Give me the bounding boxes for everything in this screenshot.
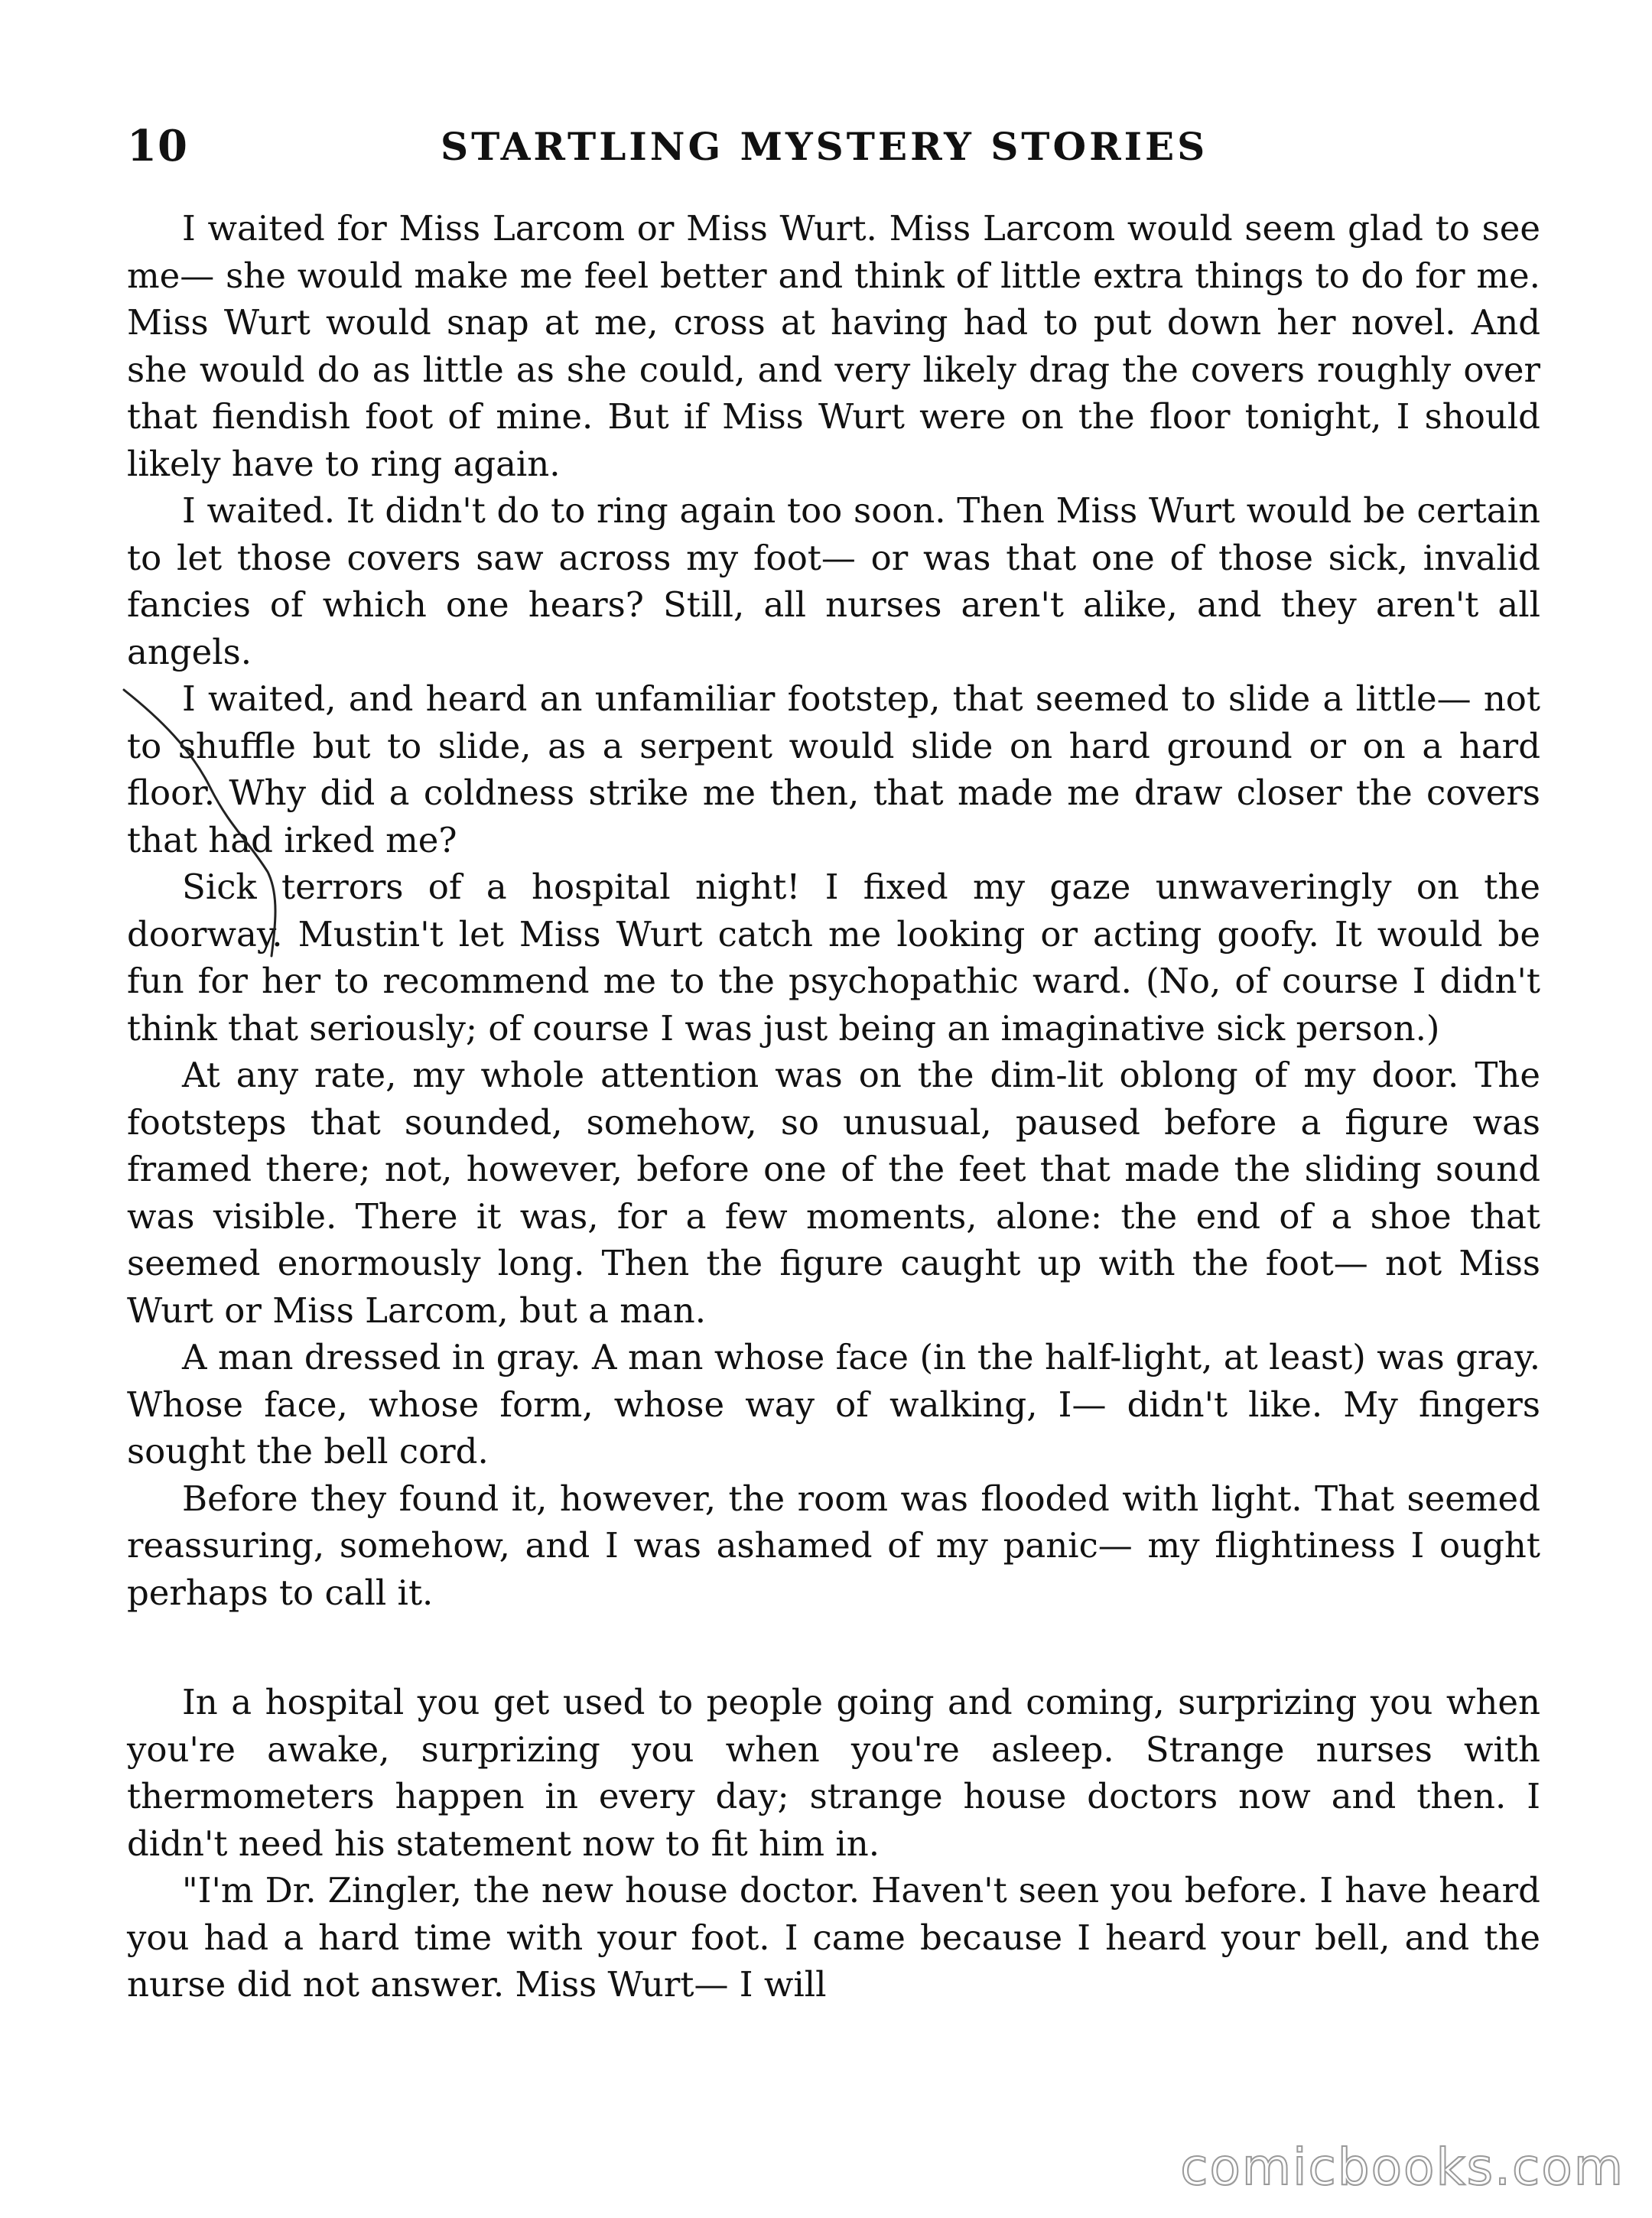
story-text (127, 205, 1540, 2008)
paragraph: At any rate, my whole attention was on the dim-lit oblong of my door. The footsteps that sounded, somehow, so unusual, paused before a figure was framed there; not, however, before one of the feet that made the sliding sound was visible. There it was, for a few moments, alone: the end of a shoe that seemed enormously long. Then the figure caught up with the foot— not Miss Wurt or Miss Larcom, but a man. (127, 1055, 1540, 1331)
paragraph: "I'm Dr. Zingler, the new house doctor. Haven't seen you before. I have heard you had a hard time with your foot. I came because I heard your bell, and the nurse did not answer. Miss Wurt— I will (127, 1870, 1540, 2005)
watermark-logo: comicbooks.com (1180, 2138, 1624, 2197)
page-number: 10 (127, 121, 188, 171)
paragraph: I waited for Miss Larcom or Miss Wurt. Miss Larcom would seem glad to see me— she would make me feel better and think of little extra things to do for me. Miss Wurt would snap at me, cross at having had to put down her novel. And she would do as little as she could, and very likely drag the covers roughly over that fiendish foot of mine. But if Miss Wurt were on the floor tonight, I should likely have to ring again. (127, 208, 1540, 484)
paragraph: Sick terrors of a hospital night! I fixed my gaze unwaveringly on the doorway. Mustin't let Miss Wurt catch me looking or acting goofy. It would be fun for her to recommend me to the psychopathic ward. (No, of course I didn't think that seriously; of course I was just being an imaginative sick person.) (127, 867, 1540, 1049)
paragraph: I waited. It didn't do to ring again too soon. Then Miss Wurt would be certain to let those covers saw across my foot— or was that one of those sick, invalid fancies of which one hears? Still, all nurses aren't alike, and they aren't all angels. (127, 490, 1540, 672)
paragraph: In a hospital you get used to people going and coming, surprizing you when you're awake, surprizing you when you're asleep. Strange nurses with thermometers happen in every day; strange house doctors now and then. I didn't need his statement now to fit him in. (127, 1682, 1540, 1864)
paragraph: Before they found it, however, the room was flooded with light. That seemed reassuring, somehow, and I was ashamed of my panic— my flightiness I ought perhaps to call it. (127, 1478, 1540, 1613)
paragraph: A man dressed in gray. A man whose face (in the half-light, at least) was gray. Whose face, whose form, whose way of walking, I— didn't like. My fingers sought the bell cord. (127, 1337, 1540, 1472)
page-header (127, 121, 1542, 182)
paragraph: I waited, and heard an unfamiliar footstep, that seemed to slide a little— not to shuffle but to slide, as a serpent would slide on hard ground or on a hard floor. Why did a coldness strike me then, that made me draw closer the covers that had irked me? (127, 678, 1540, 860)
running-title: STARTLING MYSTERY STORIES (441, 124, 1208, 169)
